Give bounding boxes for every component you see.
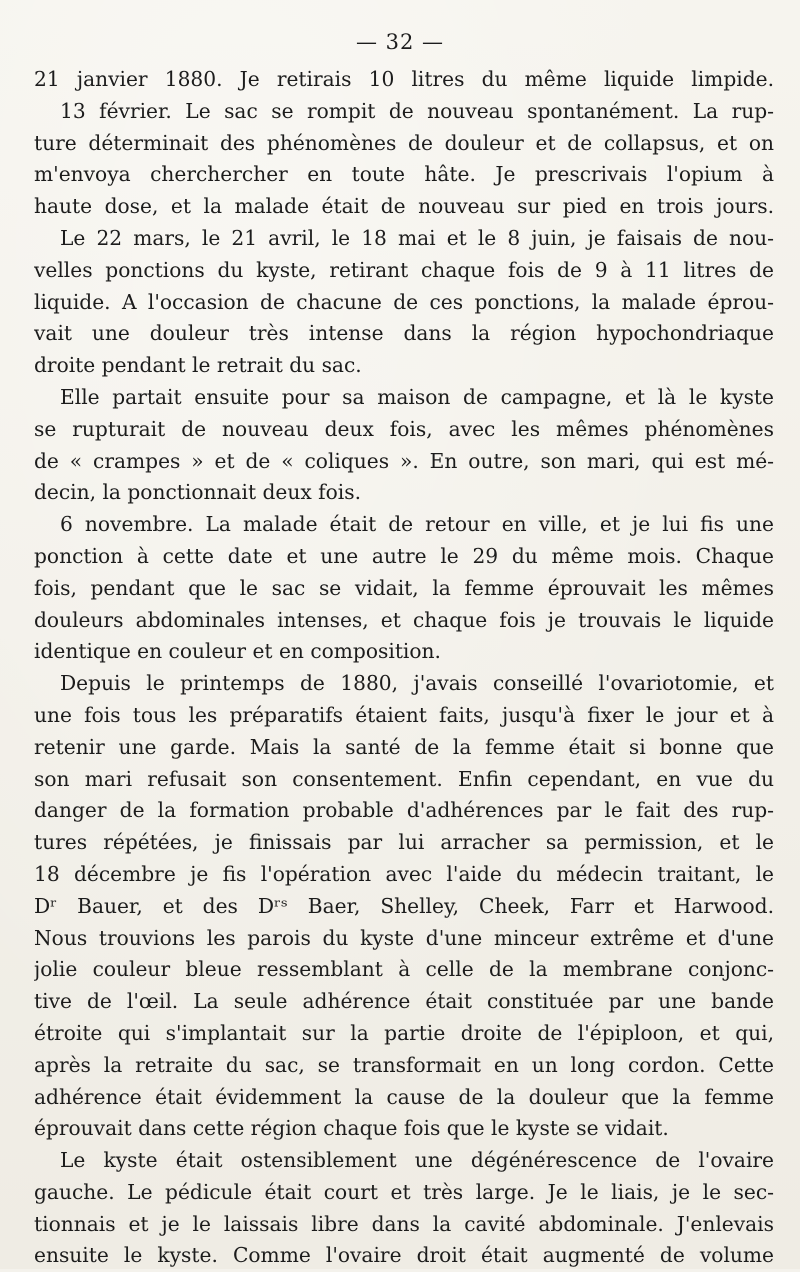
text-line: une fois tous les préparatifs étaient faits, jusqu'à fixer le jour et à: [34, 702, 774, 727]
text-line: Depuis le printemps de 1880, j'avais conseillé l'ovariotomie, et: [60, 671, 774, 696]
text-line: douleurs abdominales intenses, et chaque fois je trouvais le liquide: [34, 607, 774, 632]
text-line: son mari refusait son consentement. Enfin cependant, en vue du: [34, 766, 774, 791]
text-line: fois, pendant que le sac se vidait, la femme éprouvait les mêmes: [34, 575, 774, 600]
text-line: 18 décembre je fis l'opération avec l'aide du médecin traitant, le: [34, 861, 774, 886]
text-line: gauche. Le pédicule était court et très large. Je le liais, je le sec-: [34, 1179, 774, 1204]
text-line: Dʳ Bauer, et des Dʳˢ Baer, Shelley, Cheek, Farr et Harwood.: [34, 893, 774, 918]
text-line: retenir une garde. Mais la santé de la femme était si bonne que: [34, 734, 774, 759]
text-line: haute dose, et la malade était de nouveau sur pied en trois jours.: [34, 194, 774, 219]
body-text: [34, 64, 774, 1272]
text-line: après la retraite du sac, se transformait en un long cordon. Cette: [34, 1052, 774, 1077]
text-line: identique en couleur et en composition.: [34, 639, 441, 664]
text-line: 21 janvier 1880. Je retirais 10 litres du même liquide limpide.: [34, 67, 774, 91]
text-line: velles ponctions du kyste, retirant chaque fois de 9 à 11 litres de: [34, 257, 774, 282]
text-line: m'envoya cherchercher en toute hâte. Je prescrivais l'opium à: [34, 162, 774, 187]
text-line: Elle partait ensuite pour sa maison de campagne, et là le kyste: [60, 384, 774, 409]
text-line: droite pendant le retrait du sac.: [34, 353, 362, 378]
text-line: Le kyste était ostensiblement une dégénérescence de l'ovaire: [60, 1148, 774, 1173]
text-line: ensuite le kyste. Comme l'ovaire droit était augmenté de volume: [34, 1243, 774, 1268]
text-line: adhérence était évidemment la cause de la douleur que la femme: [34, 1084, 774, 1109]
text-line: Nous trouvions les parois du kyste d'une minceur extrême et d'une: [34, 925, 774, 950]
text-line: jolie couleur bleue ressemblant à celle de la membrane conjonc-: [34, 957, 774, 982]
text-line: tures répétées, je finissais par lui arracher sa permission, et le: [34, 830, 774, 855]
text-line: decin, la ponctionnait deux fois.: [34, 480, 362, 505]
text-line: Le 22 mars, le 21 avril, le 18 mai et le 8 juin, je faisais de nou-: [60, 225, 774, 250]
text-line: vait une douleur très intense dans la région hypochondriaque: [34, 321, 774, 346]
text-line: 6 novembre. La malade était de retour en ville, et je lui fis une: [60, 512, 774, 537]
text-line: tive de l'œil. La seule adhérence était constituée par une bande: [34, 989, 774, 1014]
text-line: tionnais et je le laissais libre dans la cavité abdominale. J'enlevais: [34, 1211, 774, 1236]
text-line: danger de la formation probable d'adhérences par le fait des rup-: [34, 798, 774, 823]
text-line: étroite qui s'implantait sur la partie droite de l'épiploon, et qui,: [34, 1020, 774, 1045]
text-line: se rupturait de nouveau deux fois, avec les mêmes phénomènes: [34, 416, 774, 441]
text-line: ture déterminait des phénomènes de douleur et de collapsus, et on: [34, 130, 774, 155]
text-line: 13 février. Le sac se rompit de nouveau spontanément. La rup-: [60, 98, 774, 123]
page-number: — 32 —: [355, 30, 445, 54]
text-line: liquide. A l'occasion de chacune de ces ponctions, la malade éprou-: [34, 289, 774, 314]
text-line: de « crampes » et de « coliques ». En outre, son mari, qui est mé-: [34, 448, 774, 473]
text-line: éprouvait dans cette région chaque fois que le kyste se vidait.: [34, 1116, 669, 1141]
text-line: ponction à cette date et une autre le 29 du même mois. Chaque: [34, 543, 774, 568]
